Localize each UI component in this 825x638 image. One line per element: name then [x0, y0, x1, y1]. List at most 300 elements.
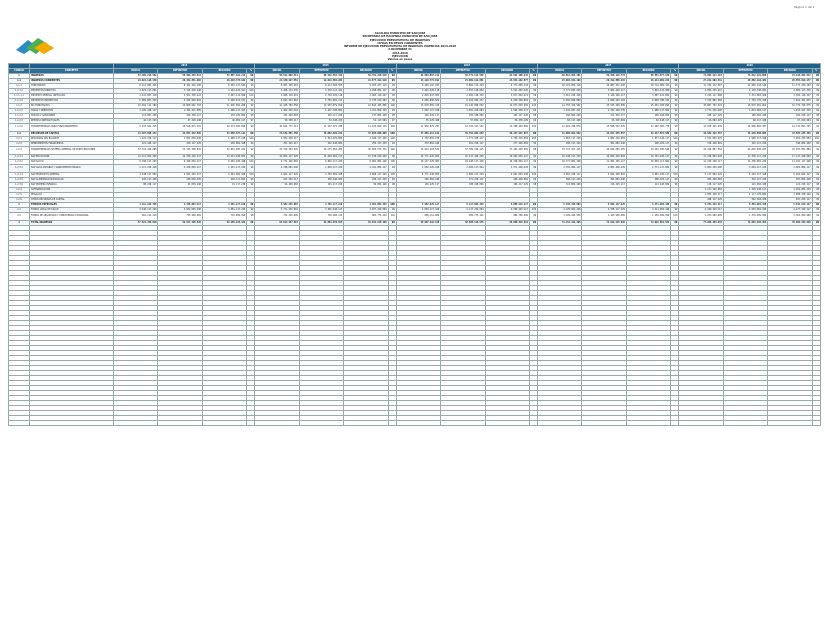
amount-cell: 64.804.670.643 — [299, 221, 343, 226]
amount-cell: 731.218.999 — [255, 213, 299, 221]
amount-cell: 53.409.216.562 — [114, 74, 158, 79]
amount-cell: 9.033.227.110 — [344, 84, 388, 89]
amount-cell: 33.125.200.832 — [158, 147, 202, 155]
row-description: TOTAL INGRESOS — [30, 221, 114, 226]
percent-cell: 100 — [247, 94, 255, 99]
percent-cell: 99 — [812, 94, 820, 99]
empty-cell — [441, 421, 485, 426]
amount-cell: 180.117.229 — [679, 114, 723, 119]
percent-cell: 99 — [529, 142, 537, 147]
percent-cell: 98 — [529, 183, 537, 188]
amount-cell: 9.771.009.118 — [485, 84, 529, 89]
percent-cell: 99 — [812, 203, 820, 208]
amount-cell: 1.498.117.229 — [202, 137, 246, 142]
percent-cell: 98 — [388, 183, 396, 188]
percent-cell: 99 — [812, 173, 820, 178]
percent-cell: 99 — [812, 160, 820, 165]
amount-cell: 152.117.229 — [485, 114, 529, 119]
amount-cell: 3.844.112.009 — [626, 89, 670, 94]
amount-cell: 34.387.098.132 — [114, 132, 158, 137]
amount-cell: 65.907.116.328 — [396, 221, 440, 226]
percent-cell: 99 — [671, 94, 679, 99]
amount-cell: 66.812.993.201 — [538, 74, 582, 79]
percent-cell: 100 — [529, 104, 537, 109]
header-line: EJECUCIÓN PRESUPUESTAL DE INGRESOS — [370, 38, 430, 42]
amount-cell: 5.089.887.220 — [114, 99, 158, 104]
amount-cell: 3.114.220.448 — [158, 89, 202, 94]
amount-cell: 298.229.117 — [626, 142, 670, 147]
empty-cell — [255, 421, 299, 426]
percent-cell: 99 — [812, 84, 820, 89]
column-header: % — [388, 69, 396, 74]
amount-cell: 2.604.117.004 — [441, 165, 485, 173]
percent-cell: 100 — [388, 173, 396, 178]
amount-cell: 124.004.448 — [723, 183, 767, 188]
amount-cell: 2.502.229.448 — [396, 165, 440, 173]
amount-cell: 5.693.223.862 — [255, 99, 299, 104]
percent-cell: 99 — [247, 203, 255, 208]
row-code: 1.2.1 — [9, 137, 30, 142]
empty-row — [9, 421, 821, 426]
amount-cell: 22.019.884.203 — [299, 79, 343, 84]
amount-cell: 221.448.117 — [114, 142, 158, 147]
percent-cell: 100 — [247, 89, 255, 94]
column-header: DEFINITIVO — [441, 69, 485, 74]
amount-cell: 248.117.229 — [344, 178, 388, 183]
amount-cell: 2.801.448.229 — [582, 165, 626, 173]
percent-cell: 99 — [671, 142, 679, 147]
row-code: 1.1.1.2 — [9, 99, 30, 104]
percent-cell: 99 — [247, 124, 255, 132]
percent-cell: 99 — [388, 155, 396, 160]
amount-cell: 67.229.004 — [768, 119, 812, 124]
amount-cell: 2.004.448.117 — [679, 193, 723, 198]
row-description: INGRESOS CORRIENTES — [30, 79, 114, 84]
amount-cell: 43.027.238.657 — [582, 132, 626, 137]
row-code: 2.1 — [9, 208, 30, 213]
amount-cell: 322.117.229 — [723, 142, 767, 147]
amount-cell: 50.338.117 — [255, 119, 299, 124]
amount-cell: 301.448.004 — [679, 178, 723, 183]
percent-cell: 99 — [529, 84, 537, 89]
amount-cell: 79.893.995.454 — [723, 221, 767, 226]
percent-cell: 99 — [529, 79, 537, 84]
amount-cell: 1.833.004.117 — [723, 109, 767, 114]
header-line: ALCALDIA MUNICIPIO DE SAN JOSE — [374, 32, 426, 35]
row-description: TRANSFERENCIAS PARA FUNCIONAMIENTO — [30, 124, 114, 132]
amount-cell: 6.324.996.227 — [441, 99, 485, 104]
header-line: Valores en pesos — [387, 58, 413, 62]
percent-cell: 100 — [671, 213, 679, 221]
amount-cell: 4.118.340.002 — [723, 89, 767, 94]
row-description: IMPUESTO PREDIAL UNIFICADO — [30, 94, 114, 99]
amount-cell: 35.329.204.526 — [255, 147, 299, 155]
amount-cell: 63.771.114.530 — [441, 74, 485, 79]
percent-cell: 99 — [388, 208, 396, 213]
amount-cell: 4.688.117.229 — [344, 173, 388, 178]
amount-cell: 3.302.118.227 — [768, 94, 812, 99]
amount-cell: 268.448.004 — [485, 178, 529, 183]
percent-cell: 98 — [388, 114, 396, 119]
row-code: 1.1.2.4 — [9, 124, 30, 132]
percent-cell: 99 — [247, 99, 255, 104]
amount-cell: 17.338.117.229 — [723, 155, 767, 160]
row-code: 2.2 — [9, 213, 30, 221]
percent-cell: 99 — [388, 84, 396, 89]
amount-cell: 39.715.427.415 — [538, 147, 582, 155]
empty-cell — [388, 421, 396, 426]
column-header: DEFINITIVO — [723, 69, 767, 74]
table-body — [9, 74, 821, 426]
amount-cell: 3.298.004.117 — [344, 89, 388, 94]
amount-cell: 4.301.117.229 — [202, 203, 246, 208]
amount-cell: 37.709.324.415 — [441, 147, 485, 155]
amount-cell: 4.502.004.448 — [723, 208, 767, 213]
amount-cell: 23.844.102.577 — [485, 79, 529, 84]
percent-cell: 100 — [529, 124, 537, 132]
row-code: 1.2.2 — [9, 142, 30, 147]
empty-cell — [812, 421, 820, 426]
amount-cell: 78.960.433.630 — [768, 221, 812, 226]
amount-cell: 1.771.448.117 — [441, 137, 485, 142]
amount-cell: 2.502.338.441 — [158, 94, 202, 99]
percent-cell: 99 — [812, 165, 820, 173]
row-description: RECURSOS DEL BALANCE — [30, 137, 114, 142]
amount-cell: 2.448.117.229 — [299, 165, 343, 173]
amount-cell: 1.402.229.118 — [255, 109, 299, 114]
amount-cell: 1.601.448.117 — [255, 137, 299, 142]
amount-cell: 15.771.229.004 — [396, 155, 440, 160]
empty-cell — [626, 421, 670, 426]
amount-cell: 35.914.104.522 — [396, 147, 440, 155]
column-header: DEFINITIVO — [299, 69, 343, 74]
amount-cell: 5.004.448.004 — [582, 173, 626, 178]
header-line: SECRETARIA DE HACIENDA MUNICIPIO DE SAN JOSE — [362, 35, 438, 39]
amount-cell: 502.004.448 — [723, 198, 767, 203]
percent-cell: 99 — [671, 99, 679, 104]
amount-cell: 2.117.229.004 — [723, 193, 767, 198]
amount-cell: 42.449.867.554 — [679, 147, 723, 155]
amount-cell: 898.111.669 — [396, 213, 440, 221]
amount-cell: 2.338.004.448 — [255, 165, 299, 173]
row-code: 1.1.2 — [9, 104, 30, 109]
amount-cell: 989.780.999 — [485, 213, 529, 221]
amount-cell: 1.812.447.229 — [768, 109, 812, 114]
year-header: 2018 — [679, 64, 821, 69]
percent-cell: 99 — [812, 147, 820, 155]
percent-cell: 99 — [671, 203, 679, 208]
amount-cell: 10.910.114.209 — [114, 104, 158, 109]
amount-cell: 3.441.220.118 — [396, 89, 440, 94]
amount-cell: 4.004.117.448 — [396, 208, 440, 213]
amount-cell: 37.886.113.199 — [396, 132, 440, 137]
percent-cell: 99 — [247, 183, 255, 188]
amount-cell: 10.117.229.004 — [396, 160, 440, 165]
amount-cell: 2.771.117.004 — [626, 165, 670, 173]
percent-cell: 100 — [388, 124, 396, 132]
header-line: EJECUCIÓN — [392, 55, 408, 59]
percent-cell: 100 — [388, 104, 396, 109]
percent-cell: 99 — [247, 79, 255, 84]
empty-cell — [485, 421, 529, 426]
percent-cell: 99 — [671, 109, 679, 114]
amount-cell: 301.004.448 — [582, 142, 626, 147]
amount-cell: 57.004.117 — [441, 119, 485, 124]
row-description: COFINANCIACIÓN — [30, 188, 114, 193]
amount-cell: 4.338.117.229 — [582, 208, 626, 213]
header-line: 2014-2018 — [392, 51, 408, 55]
amount-cell: 118.229.004 — [202, 114, 246, 119]
amount-cell: 1.229.448.117 — [723, 188, 767, 193]
amount-cell: 114.448.004 — [626, 183, 670, 188]
amount-cell: 1.882.229.004 — [582, 137, 626, 142]
amount-cell: 2.421.004.117 — [344, 165, 388, 173]
percent-cell: 99 — [388, 142, 396, 147]
amount-cell: 5.117.004.229 — [679, 173, 723, 178]
empty-cell — [538, 421, 582, 426]
amount-cell: 10.771.004.448 — [538, 160, 582, 165]
percent-cell: 100 — [388, 160, 396, 165]
percent-cell: 99 — [812, 104, 820, 109]
amount-cell: 77.605.453.235 — [679, 221, 723, 226]
amount-cell: 20.441.881.902 — [158, 79, 202, 84]
percent-cell: 99 — [812, 178, 820, 183]
percent-cell: 99 — [247, 104, 255, 109]
percent-cell: 100 — [529, 137, 537, 142]
amount-cell: 4.861.004.448 — [485, 173, 529, 178]
empty-cell — [582, 421, 626, 426]
amount-cell: 4.681.004.448 — [344, 203, 388, 208]
amount-cell: 11.221.117.448 — [768, 160, 812, 165]
amount-cell: 290.117.229 — [538, 142, 582, 147]
percent-cell: 99 — [812, 155, 820, 160]
amount-cell: 9.448.118.702 — [396, 84, 440, 89]
amount-cell: 14.890.866.387 — [723, 124, 767, 132]
amount-cell: 131.448.002 — [255, 114, 299, 119]
percent-cell: 99 — [388, 178, 396, 183]
row-code: 1.1 — [9, 79, 30, 84]
percent-cell: 99 — [671, 119, 679, 124]
amount-cell: 318.004.448 — [768, 142, 812, 147]
row-code: 2 — [9, 203, 30, 208]
table-row — [9, 124, 821, 132]
percent-cell: 99 — [247, 221, 255, 226]
amount-cell: 11.267.975.190 — [299, 124, 343, 132]
amount-cell: 15.902.004.117 — [485, 155, 529, 160]
row-description: FONDO LOCAL DE SALUD — [30, 208, 114, 213]
amount-cell: 735.999.669 — [158, 213, 202, 221]
percent-cell: 101 — [388, 213, 396, 221]
percent-cell: 100 — [671, 137, 679, 142]
empty-cell — [299, 421, 343, 426]
column-header: DEFINITIVO — [158, 69, 202, 74]
amount-cell: 11.004.229.117 — [582, 160, 626, 165]
amount-cell: 21.877.412.910 — [344, 79, 388, 84]
row-code: 1.1.2.3 — [9, 119, 30, 124]
amount-cell: 1.581.229.004 — [441, 109, 485, 114]
amount-cell: 62.992.100.244 — [485, 74, 529, 79]
amount-cell: 26.114.009.224 — [626, 79, 670, 84]
amount-cell: 66.004.229 — [679, 119, 723, 124]
row-description: TRIBUTARIOS — [30, 84, 114, 89]
amount-cell: 11.334.112.007 — [679, 84, 723, 89]
amount-cell: 9.338.117.229 — [114, 160, 158, 165]
amount-cell: 3.330.112.441 — [299, 89, 343, 94]
table-row — [9, 213, 821, 221]
amount-cell: 8.392.117.842 — [202, 84, 246, 89]
amount-cell: 4.702.117.229 — [299, 203, 343, 208]
amount-cell: 26.412.880.115 — [582, 79, 626, 84]
empty-cell — [723, 421, 767, 426]
row-code: 1.2.3.5 — [9, 178, 30, 183]
column-header: INICIAL — [255, 69, 299, 74]
amount-cell: 16.448.117.229 — [538, 155, 582, 160]
amount-cell: 155.338.004 — [441, 114, 485, 119]
amount-cell: 9.402.229.448 — [202, 160, 246, 165]
budget-table — [8, 63, 821, 426]
percent-cell: 99 — [812, 208, 820, 213]
percent-cell: 99 — [529, 221, 537, 226]
amount-cell: 2.088.448.229 — [768, 193, 812, 198]
amount-cell: 14.221.448.004 — [202, 155, 246, 160]
row-description: IMPUESTOS INDIRECTOS — [30, 99, 114, 104]
amount-cell: 68.080.329.361 — [485, 221, 529, 226]
column-header: % — [671, 69, 679, 74]
amount-cell: 34.568.327.111 — [202, 132, 246, 137]
percent-cell: 99 — [671, 104, 679, 109]
amount-cell: 27.221.904.331 — [679, 79, 723, 84]
amount-cell: 36.004.573.331 — [344, 147, 388, 155]
row-code: 1.1.2.1 — [9, 109, 30, 114]
percent-cell: 99 — [671, 132, 679, 137]
amount-cell: 664.112.219 — [114, 213, 158, 221]
amount-cell: 5.117.004.448 — [441, 203, 485, 208]
percent-cell: 99 — [671, 74, 679, 79]
amount-cell: 3.877.229.004 — [344, 208, 388, 213]
amount-cell: 2.201.117.229 — [202, 165, 246, 173]
row-code: 1.2.4 — [9, 188, 30, 193]
row-description: RENDIMIENTOS FINANCIEROS — [30, 142, 114, 147]
amount-cell: 310.117.229 — [723, 178, 767, 183]
amount-cell: 15.525.438.895 — [582, 104, 626, 109]
amount-cell: 238.004.448 — [202, 142, 246, 147]
amount-cell: 19.022.118.430 — [114, 79, 158, 84]
amount-cell: 13.870.441.639 — [679, 124, 723, 132]
amount-cell: 41.808.662.092 — [538, 132, 582, 137]
row-description: IMPUESTOS DIRECTOS — [30, 89, 114, 94]
amount-cell: 497.229.117 — [768, 198, 812, 203]
percent-cell: 99 — [812, 198, 820, 203]
amount-cell: 51.117.004 — [344, 119, 388, 124]
amount-cell: 1.109.443.556 — [538, 213, 582, 221]
amount-cell: 448.117.229 — [679, 198, 723, 203]
amount-cell: 2.229.004.117 — [158, 165, 202, 173]
amount-cell: 54.887.101.213 — [202, 74, 246, 79]
row-description: NO TRIBUTARIOS — [30, 104, 114, 109]
percent-cell: 100 — [388, 132, 396, 137]
amount-cell: 60.102.553.414 — [299, 74, 343, 79]
amount-cell: 28.882.110.402 — [723, 79, 767, 84]
percent-cell: 99 — [529, 160, 537, 165]
amount-cell: 58.512.009.311 — [255, 74, 299, 79]
percent-cell: 99 — [812, 109, 820, 114]
percent-cell: 99 — [671, 165, 679, 173]
amount-cell: 4.771.448.004 — [396, 173, 440, 178]
amount-cell: 5.881.004.448 — [723, 203, 767, 208]
amount-cell: 4.882.117.229 — [441, 173, 485, 178]
percent-cell: 99 — [529, 203, 537, 208]
column-header: % — [812, 69, 820, 74]
percent-cell: 98 — [247, 114, 255, 119]
header-line: CIFRAS EN PESOS CORRIENTES — [377, 41, 423, 45]
percent-cell: 97 — [388, 119, 396, 124]
amount-cell: 1.163.999.999 — [582, 213, 626, 221]
amount-cell: 3.004.117.229 — [723, 165, 767, 173]
amount-cell: 6.868.788.322 — [626, 99, 670, 104]
amount-cell: 14.338.229.117 — [158, 155, 202, 160]
amount-cell: 277.448.004 — [485, 142, 529, 147]
row-description: TRANSFERENCIAS SISTEMA GENERAL DE PARTICIPACIONES — [30, 147, 114, 155]
amount-cell: 2.902.229.448 — [679, 165, 723, 173]
amount-cell: 15.887.792.324 — [679, 104, 723, 109]
column-header: INICIAL — [679, 69, 723, 74]
amount-cell: 250.448.004 — [299, 178, 343, 183]
amount-cell: 60.117.448 — [538, 119, 582, 124]
amount-cell: 23.118.774.012 — [396, 79, 440, 84]
amount-cell: 74.012.991.006 — [723, 74, 767, 79]
amount-cell: 7.691.101.875 — [768, 99, 812, 104]
row-code: 1.1.1 — [9, 84, 30, 89]
row-code: 1.2.3.2 — [9, 160, 30, 165]
amount-cell: 1.117.229.004 — [679, 188, 723, 193]
percent-cell: 99 — [388, 165, 396, 173]
amount-cell: 148.229.117 — [396, 114, 440, 119]
amount-cell: 4.502.448.004 — [255, 203, 299, 208]
percent-cell: 99 — [812, 124, 820, 132]
amount-cell: 3.602.004.448 — [158, 208, 202, 213]
percent-cell: 99 — [388, 74, 396, 79]
percent-cell: 99 — [247, 142, 255, 147]
amount-cell: 10.528.873.219 — [158, 124, 202, 132]
amount-cell: 46.004.117 — [202, 119, 246, 124]
amount-cell: 5.702.229.117 — [679, 203, 723, 208]
amount-cell: 11.229.448.117 — [679, 160, 723, 165]
amount-cell: 25.004.331.109 — [538, 79, 582, 84]
row-code: 1.2.3.4 — [9, 173, 30, 178]
amount-cell: 2.441.007.118 — [114, 94, 158, 99]
amount-cell: 59.781.220.918 — [344, 74, 388, 79]
amount-cell: 1.201.004.229 — [768, 188, 812, 193]
amount-cell: 112.007.448 — [114, 114, 158, 119]
amount-cell: 168.448.002 — [626, 114, 670, 119]
percent-cell: 99 — [529, 89, 537, 94]
amount-cell: 4.112.229.448 — [114, 203, 158, 208]
amount-cell: 12.333.427.527 — [441, 124, 485, 132]
amount-cell: 10.902.117.004 — [626, 160, 670, 165]
percent-cell: 99 — [247, 165, 255, 173]
amount-cell: 1.288.117.443 — [202, 109, 246, 114]
amount-cell: 11.224.060.119 — [344, 124, 388, 132]
amount-cell: 17.229.004.448 — [679, 155, 723, 160]
amount-cell: 260.004.448 — [396, 178, 440, 183]
header-line: INFORME DE EJECUCIÓN PRESUPUESTAL DE INGRESOS VIGENCIAS 2014-2018 — [343, 45, 457, 49]
amount-cell: 12.907.879.650 — [299, 104, 343, 109]
amount-cell: 3.902.448.117 — [299, 208, 343, 213]
year-header: 2015 — [255, 64, 396, 69]
amount-cell: 14.073.093.459 — [485, 104, 529, 109]
amount-cell: 42.810.645.927 — [723, 147, 767, 155]
percent-cell: 99 — [671, 89, 679, 94]
